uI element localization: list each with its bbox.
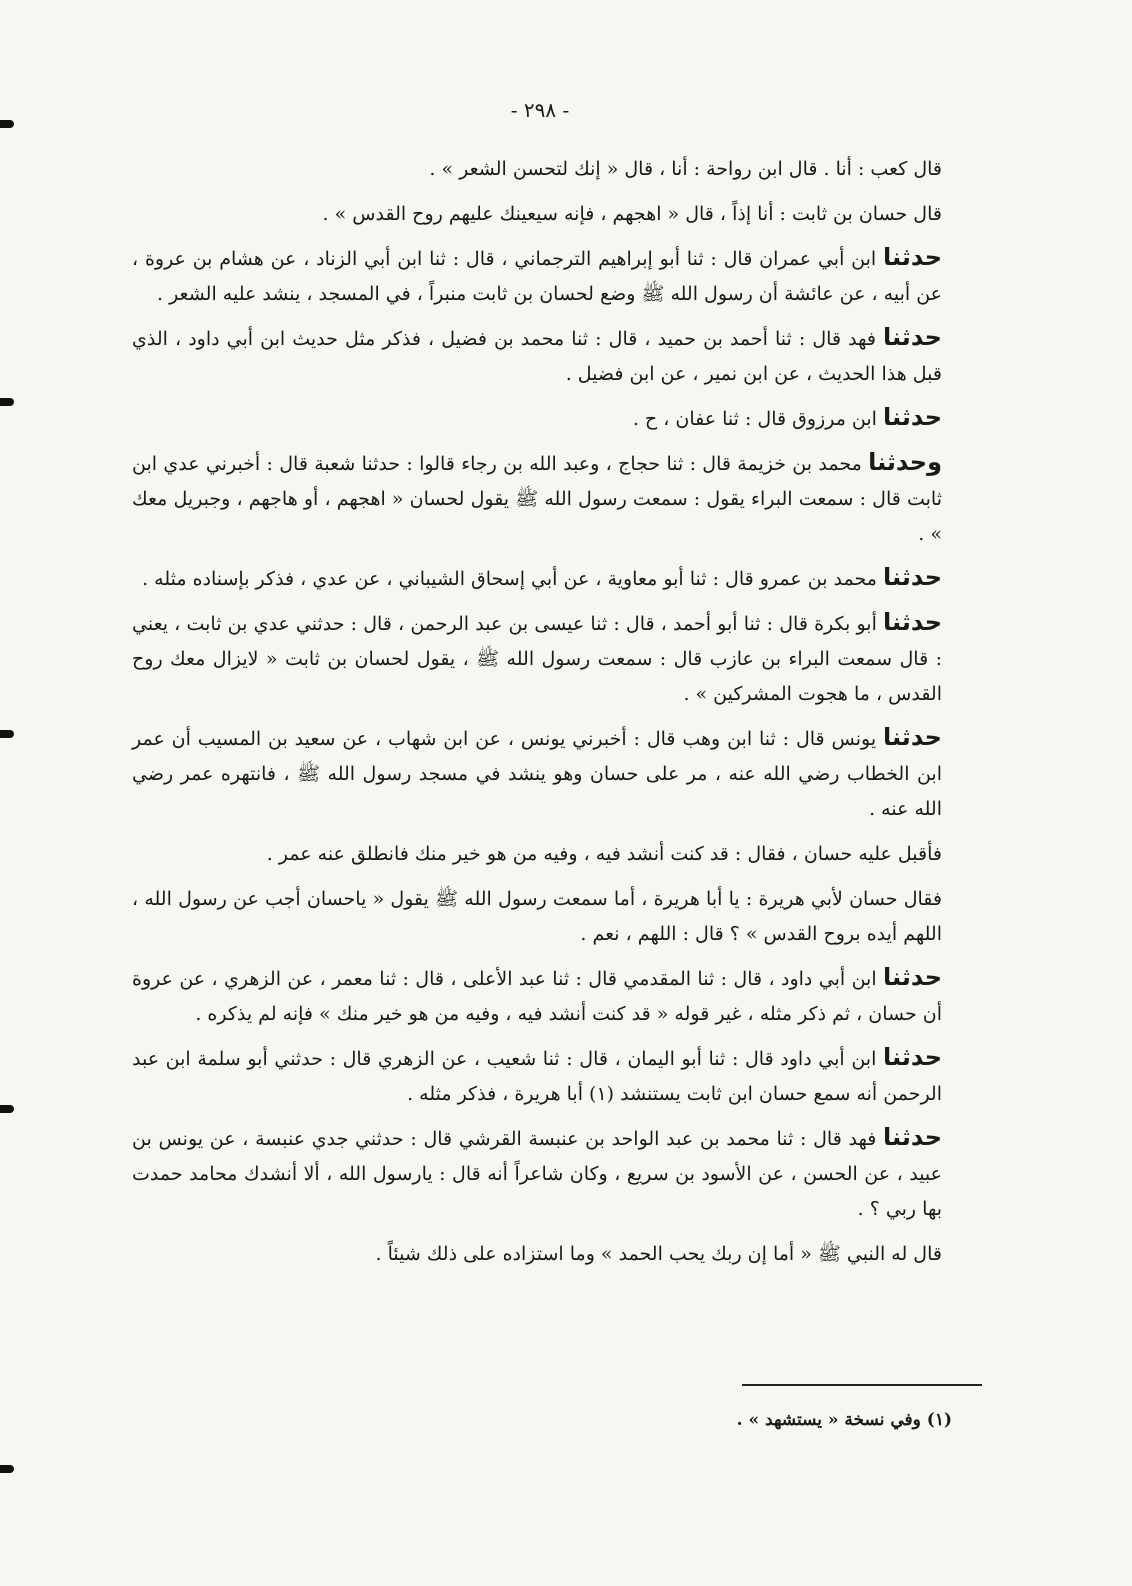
paragraph-text: يونس قال : ثنا ابن وهب قال : أخبرني يونس ، عن ابن شهاب ، عن سعيد بن المسيب أن عمر ابن الخطاب رضي الله عنه ، مر على حسان وهو ينشد في مسجد رسول الله ﷺ ، فانتهره عمر رضي الله عنه . [132, 728, 942, 820]
paragraph [132, 400, 982, 437]
paragraph [132, 320, 982, 392]
paragraph [132, 835, 982, 872]
paragraph-lead: حدثنا [883, 563, 942, 591]
paragraph [132, 150, 982, 187]
scan-edge-mark [0, 398, 14, 406]
paragraph-text: قال له النبي ﷺ « أما إن ربك يحب الحمد » وما استزاده على ذلك شيئاً . [375, 1243, 942, 1265]
paragraph-text: قال كعب : أنا . قال ابن رواحة : أنا ، قال « إنك لتحسن الشعر » . [429, 158, 942, 180]
paragraph-text: ابن أبي داود ، قال : ثنا المقدمي قال : ثنا عبد الأعلى ، قال : ثنا معمر ، عن الزهري ، عن عروة أن حسان ، ثم ذكر مثله ، غير قوله « قد كنت أنشد فيه ، وفيه من هو خير منك » فإنه لم يذكره . [132, 968, 942, 1025]
paragraph-text: قال حسان بن ثابت : أنا إذاً ، قال « اهجهم ، فإنه سيعينك عليهم روح القدس » . [322, 203, 942, 225]
paragraph-text: فأقبل عليه حسان ، فقال : قد كنت أنشد فيه ، وفيه من هو خير منك فانطلق عنه عمر . [266, 843, 942, 865]
paragraph-text: فهد قال : ثنا محمد بن عبد الواحد بن عنبسة القرشي قال : حدثني جدي عنبسة ، عن يونس بن عبيد ، عن الحسن ، عن الأسود بن سريع ، وكان شاعراً أنه قال : يارسول الله ، ألا أنشدك محامد حمدت بها ربي ؟ . [132, 1128, 942, 1220]
paragraph-lead: حدثنا [883, 403, 942, 431]
footnote: (١) وفي نسخة « يستشهد » . [736, 1410, 952, 1430]
paragraph [132, 960, 982, 1032]
paragraph [132, 1040, 982, 1112]
paragraph-text: محمد بن عمرو قال : ثنا أبو معاوية ، عن أبي إسحاق الشيباني ، عن عدي ، فذكر بإسناده مثله . [142, 568, 877, 590]
paragraph-text: ابن مرزوق قال : ثنا عفان ، ح . [632, 408, 877, 430]
paragraph-lead: حدثنا [883, 608, 943, 636]
paragraph-lead: حدثنا [883, 243, 942, 271]
paragraph [132, 1235, 982, 1272]
paragraph [132, 880, 982, 952]
paragraph [132, 240, 982, 312]
paragraph [132, 560, 982, 597]
paragraph-lead: حدثنا [883, 1043, 942, 1071]
paragraph-text: ابن أبي عمران قال : ثنا أبو إبراهيم الترجماني ، قال : ثنا ابن أبي الزناد ، عن هشام بن عروة ، عن أبيه ، عن عائشة أن رسول الله ﷺ وضع لحسان بن ثابت منبراً ، في المسجد ، ينشد عليه الشعر . [132, 248, 942, 305]
paragraph [132, 195, 982, 232]
paragraph [132, 1120, 982, 1227]
paragraph-text: فهد قال : ثنا أحمد بن حميد ، قال : ثنا محمد بن فضيل ، فذكر مثل حديث ابن أبي داود ، الذي قبل هذا الحديث ، عن ابن نمير ، عن ابن فضيل . [132, 328, 942, 385]
paragraph-lead: وحدثنا [868, 448, 943, 476]
page-number: - ٢٩٨ - [510, 98, 570, 122]
paragraph-text: أبو بكرة قال : ثنا أبو أحمد ، قال : ثنا عيسى بن عبد الرحمن ، قال : حدثني عدي بن ثابت ، يعني : قال سمعت البراء بن عازب قال : سمعت رسول الله ﷺ ، يقول لحسان بن ثابت « لايزال معك روح القدس ، ما هجوت المشركين » . [132, 613, 942, 705]
main-text [132, 150, 982, 1280]
paragraph [132, 445, 982, 552]
paragraph-lead: حدثنا [883, 963, 942, 991]
paragraph [132, 720, 982, 827]
paragraph [132, 605, 982, 712]
paragraph-lead: حدثنا [883, 323, 942, 351]
paragraph-text: محمد بن خزيمة قال : ثنا حجاج ، وعبد الله بن رجاء قالوا : حدثنا شعبة قال : أخبرني عدي ابن ثابت قال : سمعت البراء يقول : سمعت رسول الله ﷺ يقول لحسان « اهجهم ، أو هاجهم ، وجبريل معك » . [132, 453, 942, 545]
paragraph-lead: حدثنا [883, 1123, 943, 1151]
scan-edge-mark [0, 1465, 14, 1473]
paragraph-text: ابن أبي داود قال : ثنا أبو اليمان ، قال : ثنا شعيب ، عن الزهري قال : حدثني أبو سلمة ابن عبد الرحمن أنه سمع حسان ابن ثابت يستنشد (١) أبا هريرة ، فذكر مثله . [132, 1048, 942, 1105]
scan-edge-mark [0, 1105, 14, 1113]
footnote-divider [742, 1384, 982, 1386]
paragraph-text: فقال حسان لأبي هريرة : يا أبا هريرة ، أما سمعت رسول الله ﷺ يقول « ياحسان أجب عن رسول الله ، اللهم أيده بروح القدس » ؟ قال : اللهم ، نعم . [132, 888, 942, 945]
paragraph-lead: حدثنا [883, 723, 942, 751]
scan-edge-mark [0, 730, 14, 738]
